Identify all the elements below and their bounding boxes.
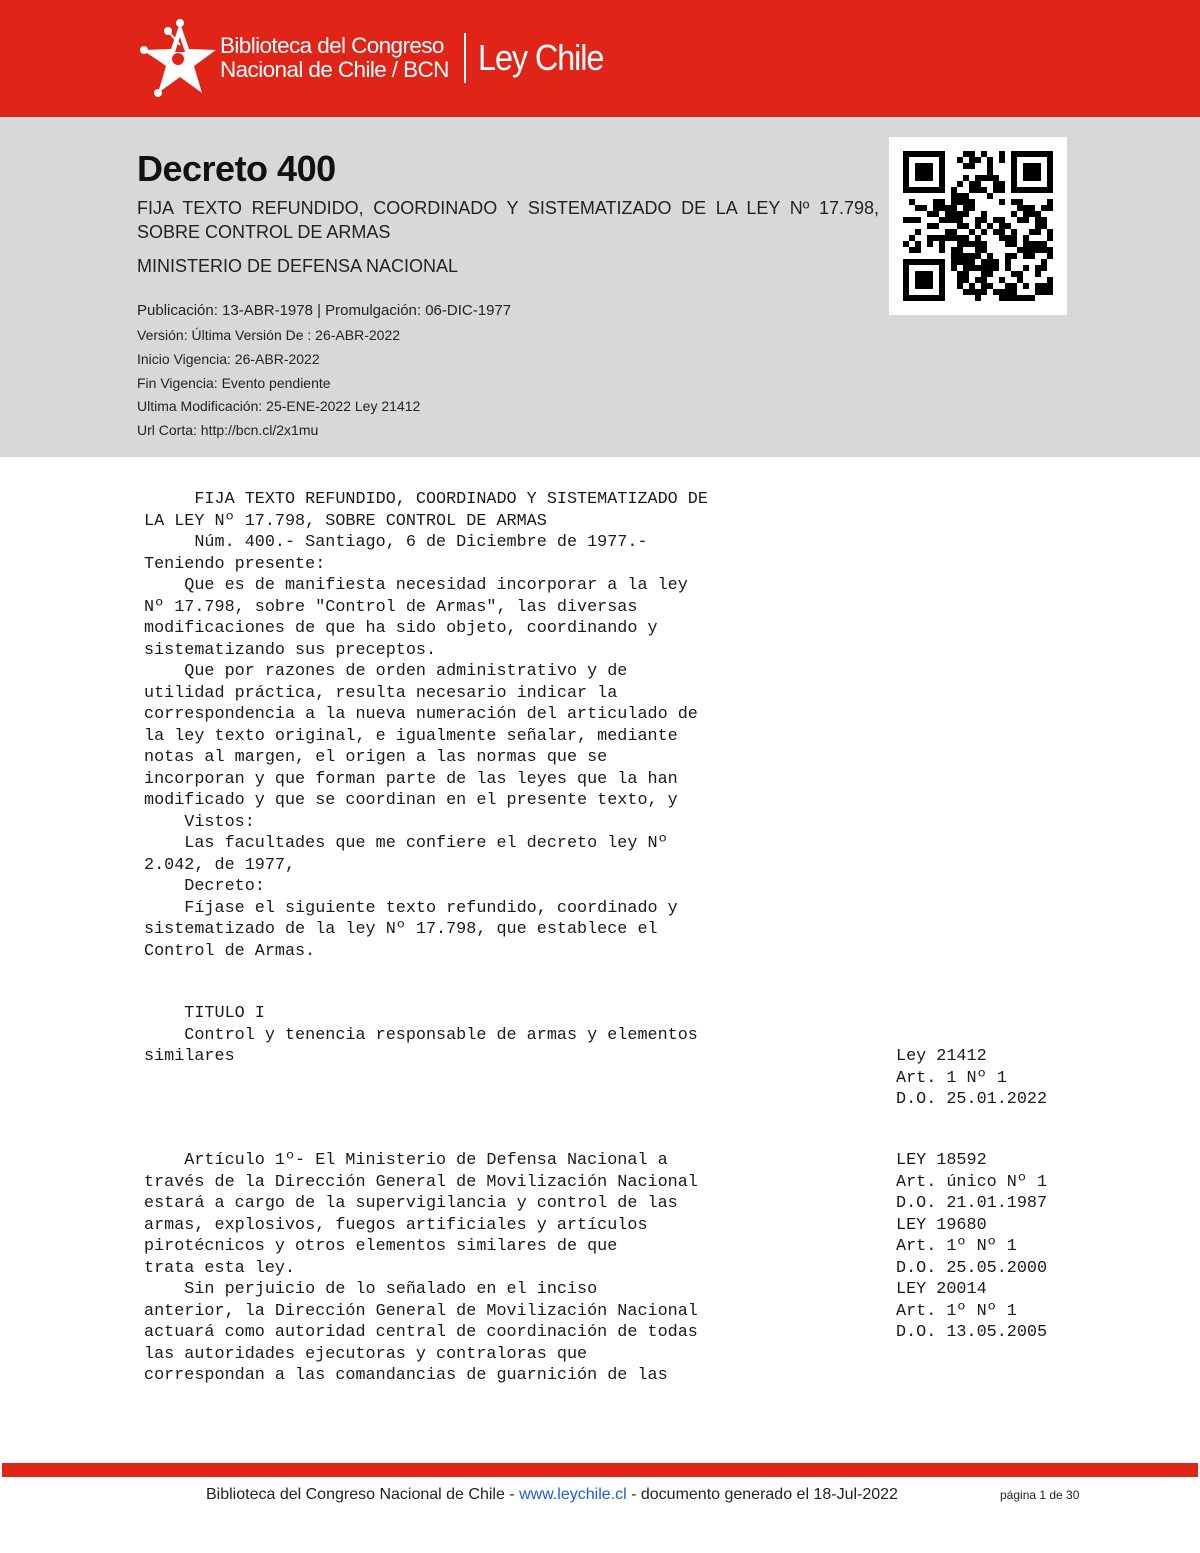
text-line: correspondan a las comandancias de guarnición de las bbox=[144, 1366, 668, 1385]
short-url[interactable]: Url Corta: http://bcn.cl/2x1mu bbox=[137, 422, 319, 438]
text-line: sistematizando sus preceptos. bbox=[144, 640, 437, 660]
text-line: modificaciones de que ha sido objeto, coordinando y bbox=[144, 619, 658, 638]
publication-dates: Publicación: 13-ABR-1978 | Promulgación: 06-DIC-1977 bbox=[137, 302, 512, 319]
version-info: Versión: Última Versión De : 26-ABR-2022 bbox=[137, 327, 401, 343]
text-line: sistematizado de la ley Nº 17.798, que establece el bbox=[144, 920, 658, 939]
text-line: actuará como autoridad central de coordinación de todas bbox=[144, 1323, 698, 1342]
text-line: través de la Dirección General de Movilización Nacional bbox=[144, 1172, 698, 1192]
footer-credit bbox=[206, 1486, 898, 1504]
margin-note: Art. 1 Nº 1 bbox=[896, 1068, 1007, 1088]
footer bbox=[0, 1486, 1200, 1506]
text-line: Núm. 400.- Santiago, 6 de Diciembre de 1977.- bbox=[144, 533, 648, 552]
text-line: TITULO I bbox=[144, 1004, 265, 1023]
text-line: Control y tenencia responsable de armas y elementos bbox=[144, 1025, 698, 1045]
title-block bbox=[144, 1003, 698, 1068]
margin-note: D.O. 13.05.2005 bbox=[896, 1323, 1048, 1342]
page-title: Decreto 400 bbox=[137, 148, 336, 189]
text-line: trata esta ley. bbox=[144, 1258, 296, 1278]
text-line: Sin perjuicio de lo señalado en el inciso bbox=[144, 1280, 598, 1299]
footer-bar bbox=[2, 1463, 1198, 1477]
margin-note: Art. 1º Nº 1 bbox=[896, 1237, 1017, 1256]
text-line: utilidad práctica, resulta necesario indicar la bbox=[144, 683, 618, 703]
text-line: la ley texto original, e igualmente señalar, mediante bbox=[144, 726, 678, 746]
qr-code[interactable] bbox=[889, 137, 1067, 315]
footer-suffix: - documento generado el 18-Jul-2022 bbox=[626, 1486, 898, 1503]
margin-note: Art. 1º Nº 1 bbox=[896, 1301, 1017, 1321]
logo-divider bbox=[464, 33, 466, 83]
margin-note: D.O. 25.05.2000 bbox=[896, 1258, 1048, 1278]
page-number: página 1 de 30 bbox=[1000, 1488, 1080, 1502]
text-line: anterior, la Dirección General de Movilización Nacional bbox=[144, 1301, 698, 1321]
text-line: Que es de manifiesta necesidad incorporar a la ley bbox=[144, 576, 688, 595]
end-validity: Fin Vigencia: Evento pendiente bbox=[137, 375, 331, 391]
text-line: similares bbox=[144, 1047, 235, 1066]
article-1-margin-notes bbox=[896, 1150, 1047, 1344]
text-line: LA LEY Nº 17.798, SOBRE CONTROL DE ARMAS bbox=[144, 511, 547, 531]
margin-note: LEY 19680 bbox=[896, 1215, 987, 1235]
text-line: Artículo 1º- El Ministerio de Defensa Nacional a bbox=[144, 1151, 668, 1170]
text-line: estará a cargo de la supervigilancia y control de las bbox=[144, 1194, 678, 1213]
text-line: modificado y que se coordinan en el presente texto, y bbox=[144, 791, 678, 810]
qr-code-icon bbox=[903, 151, 1053, 301]
margin-note: D.O. 21.01.1987 bbox=[896, 1194, 1048, 1213]
margin-note: LEY 20014 bbox=[896, 1280, 987, 1299]
text-line: Fíjase el siguiente texto refundido, coordinado y bbox=[144, 898, 678, 918]
title-margin-notes bbox=[896, 1046, 1047, 1111]
preamble-text bbox=[144, 489, 708, 962]
logo-line-2: Nacional de Chile / BCN bbox=[220, 57, 449, 82]
text-line: Las facultades que me confiere el decreto ley Nº bbox=[144, 834, 668, 853]
text-line: Que por razones de orden administrativo y de bbox=[144, 662, 628, 681]
text-line: incorporan y que forman parte de las leyes que la han bbox=[144, 769, 678, 789]
text-line: notas al margen, el origen a las normas que se bbox=[144, 748, 608, 767]
text-line: pirotécnicos y otros elementos similares de que bbox=[144, 1237, 618, 1256]
footer-prefix: Biblioteca del Congreso Nacional de Chile - bbox=[206, 1486, 520, 1503]
footer-link[interactable]: www.leychile.cl bbox=[519, 1486, 627, 1503]
margin-note: D.O. 25.01.2022 bbox=[896, 1090, 1048, 1109]
logo-line-1: Biblioteca del Congreso bbox=[220, 33, 444, 59]
text-line: Teniendo presente: bbox=[144, 554, 326, 574]
text-line: Control de Armas. bbox=[144, 941, 316, 961]
margin-note: Art. único Nº 1 bbox=[896, 1172, 1048, 1192]
article-1-text bbox=[144, 1150, 698, 1387]
text-line: las autoridades ejecutoras y contraloras que bbox=[144, 1344, 588, 1364]
logo-product: Ley Chile bbox=[477, 37, 604, 78]
start-validity: Inicio Vigencia: 26-ABR-2022 bbox=[137, 351, 320, 367]
bcn-logo[interactable] bbox=[138, 18, 617, 98]
last-modification: Ultima Modificación: 25-ENE-2022 Ley 21412 bbox=[137, 398, 421, 414]
text-line: Nº 17.798, sobre "Control de Armas", las diversas bbox=[144, 597, 638, 617]
margin-note: Ley 21412 bbox=[896, 1047, 987, 1066]
margin-note: LEY 18592 bbox=[896, 1151, 987, 1170]
star-logo-icon bbox=[138, 19, 218, 97]
header-band bbox=[0, 0, 1200, 117]
text-line: 2.042, de 1977, bbox=[144, 855, 296, 875]
logo-institution bbox=[220, 34, 449, 82]
text-line: FIJA TEXTO REFUNDIDO, COORDINADO Y SISTEMATIZADO DE bbox=[144, 490, 708, 509]
document-subtitle: FIJA TEXTO REFUNDIDO, COORDINADO Y SISTEMATIZADO DE LA LEY Nº 17.798, SOBRE CONTROL DE ARMAS bbox=[137, 198, 879, 242]
text-line: Decreto: bbox=[144, 877, 265, 896]
text-line: correspondencia a la nueva numeración del articulado de bbox=[144, 705, 698, 724]
ministry-name: MINISTERIO DE DEFENSA NACIONAL bbox=[137, 256, 459, 276]
text-line: Vistos: bbox=[144, 812, 255, 832]
text-line: armas, explosivos, fuegos artificiales y artículos bbox=[144, 1215, 648, 1235]
